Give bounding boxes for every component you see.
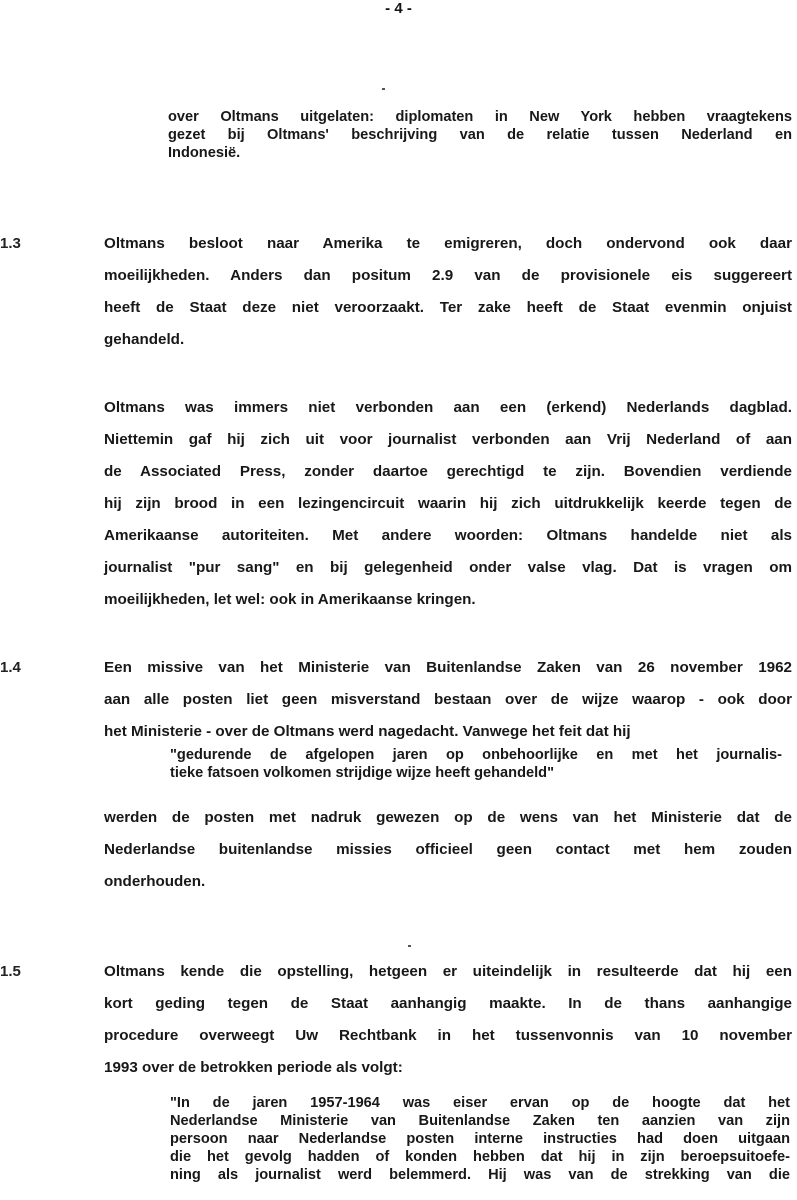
intro-quote-line: Indonesië. [168, 145, 241, 161]
section-number: 1.5 [0, 963, 21, 980]
section-1-5-quote [170, 1094, 790, 1184]
text-line: Nederlandse buitenlandse missies officieel geen contact met hem zouden [104, 841, 792, 858]
text-line: Een missive van het Ministerie van Buitenlandse Zaken van 26 november 1962 [104, 659, 792, 676]
quote-line: Nederlandse Ministerie van Buitenlandse Zaken ten aanzien van zijn [170, 1113, 790, 1129]
quote-line: tieke fatsoen volkomen strijdige wijze heeft gehandeld" [170, 765, 555, 781]
text-line: het Ministerie - over de Oltmans werd nagedacht. Vanwege het feit dat hij [104, 723, 631, 740]
section-1-5-intro [104, 956, 792, 1084]
text-line: de Associated Press, zonder daartoe gerechtigd te zijn. Bovendien verdiende [104, 463, 792, 480]
intro-quote-line: over Oltmans uitgelaten: diplomaten in New York hebben vraagtekens [168, 109, 792, 125]
text-line: moeilijkheden, let wel: ook in Amerikaanse kringen. [104, 591, 476, 608]
section-number: 1.4 [0, 659, 21, 676]
intro-quote [168, 108, 792, 162]
text-line: aan alle posten liet geen misverstand bestaan over de wijze waarop - ook door [104, 691, 792, 708]
section-1-4-quote [170, 746, 782, 782]
quote-line: die het gevolg hadden of konden hebben dat hij in zijn beroepsuitoefe- [170, 1149, 790, 1165]
text-line: Oltmans was immers niet verbonden aan een (erkend) Nederlands dagblad. [104, 399, 792, 416]
scan-speck [382, 88, 385, 90]
text-line: 1993 over de betrokken periode als volgt: [104, 1059, 403, 1076]
quote-line: "gedurende de afgelopen jaren op onbehoorlijke en met het journalis- [170, 747, 782, 763]
text-line: heeft de Staat deze niet veroorzaakt. Ter zake heeft de Staat evenmin onjuist [104, 299, 792, 316]
text-line: Oltmans kende die opstelling, hetgeen er uiteindelijk in resulteerde dat hij een [104, 963, 792, 980]
text-line: kort geding tegen de Staat aanhangig maakte. In de thans aanhangige [104, 995, 792, 1012]
quote-line: ning als journalist werd belemmerd. Hij was van de strekking van die [170, 1167, 790, 1183]
text-line: werden de posten met nadruk gewezen op de wens van het Ministerie dat de [104, 809, 792, 826]
intro-quote-line: gezet bij Oltmans' beschrijving van de relatie tussen Nederland en [168, 127, 792, 143]
section-1-3-paragraph-2 [104, 392, 792, 616]
section-number: 1.3 [0, 235, 21, 252]
section-1-4-continuation [104, 802, 792, 898]
quote-line: persoon naar Nederlandse posten interne instructies had doen uitgaan [170, 1131, 790, 1147]
text-line: moeilijkheden. Anders dan positum 2.9 van de provisionele eis suggereert [104, 267, 792, 284]
text-line: onderhouden. [104, 873, 206, 890]
text-line: Amerikaanse autoriteiten. Met andere woorden: Oltmans handelde niet als [104, 527, 792, 544]
section-1-3-paragraph-1 [104, 228, 792, 356]
text-line: procedure overweegt Uw Rechtbank in het tussenvonnis van 10 november [104, 1027, 792, 1044]
section-1-4-intro [104, 652, 792, 748]
quote-line: "In de jaren 1957-1964 was eiser ervan op de hoogte dat het [170, 1095, 790, 1111]
page-number: - 4 - [385, 0, 412, 17]
text-line: gehandeld. [104, 331, 185, 348]
text-line: Oltmans besloot naar Amerika te emigreren, doch ondervond ook daar [104, 235, 792, 252]
text-line: Niettemin gaf hij zich uit voor journalist verbonden aan Vrij Nederland of aan [104, 431, 792, 448]
scan-speck [408, 945, 411, 947]
text-line: hij zijn brood in een lezingencircuit waarin hij zich uitdrukkelijk keerde tegen de [104, 495, 792, 512]
text-line: journalist "pur sang" en bij gelegenheid onder valse vlag. Dat is vragen om [104, 559, 792, 576]
